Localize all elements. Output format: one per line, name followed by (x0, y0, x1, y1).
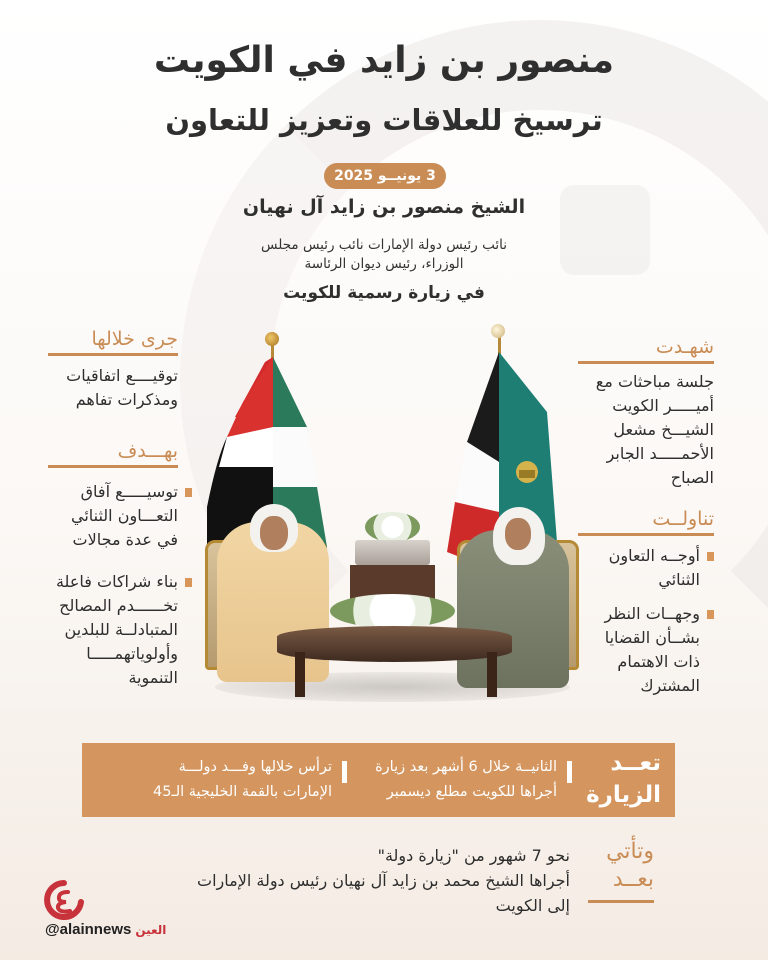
text-line: تخــــــدم المصالح (59, 596, 178, 615)
text-line: وأولوياتهمـــــا (86, 644, 178, 663)
flower-arrangement-table (330, 594, 455, 628)
person-role (0, 236, 768, 274)
text-line: الإمارات بالقمة الخليجية الـ45 (153, 784, 332, 800)
face-left (260, 516, 288, 550)
section-heading: بهـــدف (48, 440, 178, 468)
flower-arrangement-top (365, 512, 420, 542)
brand-name: العين (135, 922, 167, 937)
section-heading: شهـدت (578, 336, 714, 364)
text-line: في عدة مجالات (72, 530, 178, 549)
bar-cell-1 (357, 755, 557, 805)
section-goals (48, 440, 178, 690)
text-line: إلى الكويت (495, 896, 570, 915)
bullet-item (48, 480, 192, 552)
after-heading (588, 838, 654, 903)
visit-summary-bar (82, 743, 675, 817)
bar-label (571, 747, 661, 811)
main-title: منصور بن زايد في الكويت (153, 40, 615, 81)
section-heading: جرى خلالها (48, 328, 178, 356)
heading-line: بعــد (612, 867, 654, 892)
bar-label-line: تعــد (610, 750, 661, 776)
person-role-line2: الوزراء، رئيس ديوان الرئاسة (304, 256, 464, 272)
text-line: ومذكرات تفاهم (75, 390, 178, 409)
coffee-table (277, 626, 512, 662)
section-heading: تناولــت (578, 508, 714, 536)
date-badge: 3 يونيــو 2025 (324, 163, 446, 189)
text-line: الأحمـــــد الجابر (606, 444, 714, 463)
section-body (48, 364, 178, 412)
text-line: نحو 7 شهور من "زيارة دولة" (377, 846, 570, 865)
text-line: ذات الاهتمام (617, 652, 700, 671)
bullet-item (48, 570, 192, 690)
table-leg (295, 652, 305, 697)
text-line: المتبادلــة للبلدين (64, 620, 178, 639)
handle-text[interactable]: @alainnews (45, 921, 132, 938)
text-line: الثنائي (658, 570, 700, 589)
person-role-line1: نائب رئيس دولة الإمارات نائب رئيس مجلس (261, 237, 507, 253)
text-line: توقيــــع اتفاقيات (66, 366, 178, 385)
subtitle: ترسيخ للعلاقات وتعزيز للتعاون (165, 103, 603, 137)
text-line: المشترك (640, 676, 700, 695)
section-discussed (578, 508, 714, 698)
bar-cell-2 (102, 755, 332, 805)
text-line: جلسة مباحثات مع (595, 372, 714, 391)
face-right (505, 518, 531, 550)
text-line: أوجــه التعاون (608, 546, 700, 565)
text-line: بناء شراكات فاعلة (55, 572, 178, 591)
after-body (110, 843, 570, 918)
section-witnessed (578, 336, 714, 490)
text-line: التعـــاون الثنائي (70, 506, 178, 525)
flag-finial-icon (265, 332, 279, 346)
text-line: التنموية (128, 668, 178, 687)
bullet-item (578, 544, 714, 592)
table-leg (487, 652, 497, 697)
text-line: أميـــــر الكويت (612, 396, 714, 415)
name-plaque (355, 540, 430, 565)
text-line: الثانيــة خلال 6 أشهر بعد زيارة (375, 759, 557, 775)
text-line: أجراها الشيخ محمد بن زايد آل نهيان رئيس دولة الإمارات (197, 871, 570, 890)
text-line: الصباح (670, 468, 714, 487)
text-line: بشــأن القضايا (604, 628, 700, 647)
bar-label-line: الزيارة (586, 782, 661, 808)
alain-logo-icon (40, 880, 88, 920)
separator (342, 761, 347, 783)
section-agreements (48, 328, 178, 412)
separator (567, 761, 572, 783)
text-line: وجهــات النظر (604, 604, 700, 623)
flag-finial-icon (491, 324, 505, 338)
text-line: توسيـــــع آفاق (80, 482, 178, 501)
meeting-photo (195, 312, 590, 712)
person-name: الشيخ منصور بن زايد آل نهيان (242, 196, 526, 218)
visit-type: في زيارة رسمية للكويت (283, 283, 485, 303)
social-handle (45, 921, 166, 938)
text-line: الشيـــخ مشعل (613, 420, 714, 439)
section-body (578, 370, 714, 490)
bullet-item (578, 602, 714, 698)
text-line: ترأس خلالها وفـــد دولـــة (178, 759, 332, 775)
text-line: أجراها للكويت مطلع ديسمبر (386, 784, 557, 800)
heading-line: وتأتي (606, 839, 654, 864)
